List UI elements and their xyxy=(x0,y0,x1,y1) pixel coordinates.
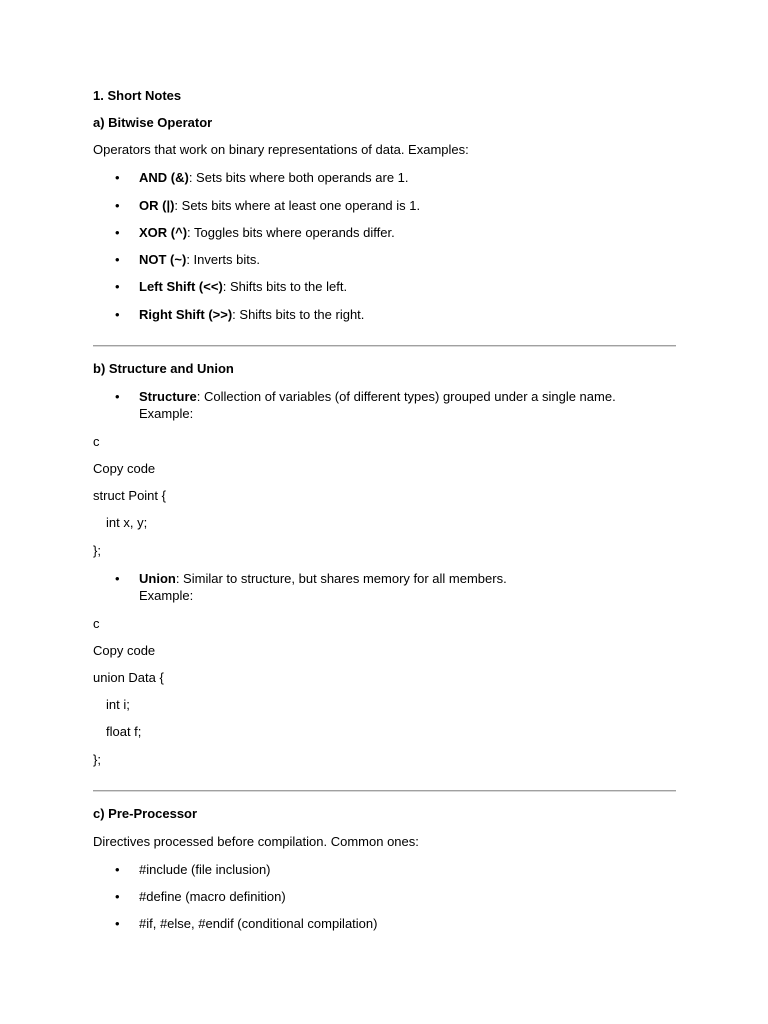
list-item: #if, #else, #endif (conditional compilation) xyxy=(139,916,378,931)
bullet-icon: • xyxy=(115,252,120,267)
list-item-term: NOT (~) xyxy=(139,252,187,267)
bullet-icon: • xyxy=(115,389,120,404)
code-language-label: c xyxy=(93,616,100,631)
structure-example-label: Example: xyxy=(139,406,194,421)
bullet-icon: • xyxy=(115,307,120,322)
list-item-desc: : Shifts bits to the left. xyxy=(222,279,348,294)
list-item xyxy=(139,251,260,268)
list-item xyxy=(139,197,420,214)
union-desc: : Similar to structure, but shares memory for all members. xyxy=(175,571,507,586)
section-c-intro: Directives processed before compilation. Common ones: xyxy=(93,834,419,849)
bullet-icon: • xyxy=(115,225,120,240)
bullet-icon: • xyxy=(115,198,120,213)
list-item-desc: : Toggles bits where operands differ. xyxy=(187,225,395,240)
code-line: union Data { xyxy=(93,670,164,685)
section-c-heading: c) Pre-Processor xyxy=(93,806,198,821)
code-line: }; xyxy=(93,543,101,558)
bullet-icon: • xyxy=(115,862,120,877)
list-item: #include (file inclusion) xyxy=(139,862,271,877)
section-a-intro: Operators that work on binary representations of data. Examples: xyxy=(93,142,469,157)
copy-code-button[interactable]: Copy code xyxy=(93,461,156,476)
list-item xyxy=(139,306,364,323)
bullet-icon: • xyxy=(115,889,120,904)
union-term: Union xyxy=(139,571,176,586)
horizontal-rule xyxy=(93,790,676,792)
list-item-desc: : Shifts bits to the right. xyxy=(232,307,365,322)
code-line: float f; xyxy=(106,724,142,739)
union-example-label: Example: xyxy=(139,588,194,603)
list-item-desc: : Sets bits where at least one operand is 1. xyxy=(174,198,421,213)
list-item xyxy=(139,169,409,186)
list-item-desc: : Inverts bits. xyxy=(186,252,261,267)
copy-code-button[interactable]: Copy code xyxy=(93,643,156,658)
code-line: int x, y; xyxy=(106,515,148,530)
document-title: 1. Short Notes xyxy=(93,88,182,103)
list-item-term: Right Shift (>>) xyxy=(139,307,233,322)
bullet-icon: • xyxy=(115,279,120,294)
bullet-icon: • xyxy=(115,571,120,586)
list-item: #define (macro definition) xyxy=(139,889,286,904)
bullet-icon: • xyxy=(115,916,120,931)
list-item-term: AND (&) xyxy=(139,170,189,185)
structure-item xyxy=(139,388,616,405)
structure-term: Structure xyxy=(139,389,197,404)
structure-desc: : Collection of variables (of different types) grouped under a single name. xyxy=(196,389,616,404)
section-a-heading: a) Bitwise Operator xyxy=(93,115,213,130)
list-item xyxy=(139,224,395,241)
code-line: }; xyxy=(93,752,101,767)
list-item xyxy=(139,278,347,295)
list-item-term: Left Shift (<<) xyxy=(139,279,223,294)
code-line: struct Point { xyxy=(93,488,166,503)
bullet-icon: • xyxy=(115,170,120,185)
horizontal-rule xyxy=(93,345,676,347)
union-item xyxy=(139,570,507,587)
section-b-heading: b) Structure and Union xyxy=(93,361,234,376)
code-line: int i; xyxy=(106,697,130,712)
list-item-desc: : Sets bits where both operands are 1. xyxy=(188,170,409,185)
list-item-term: XOR (^) xyxy=(139,225,188,240)
code-language-label: c xyxy=(93,434,100,449)
list-item-term: OR (|) xyxy=(139,198,175,213)
